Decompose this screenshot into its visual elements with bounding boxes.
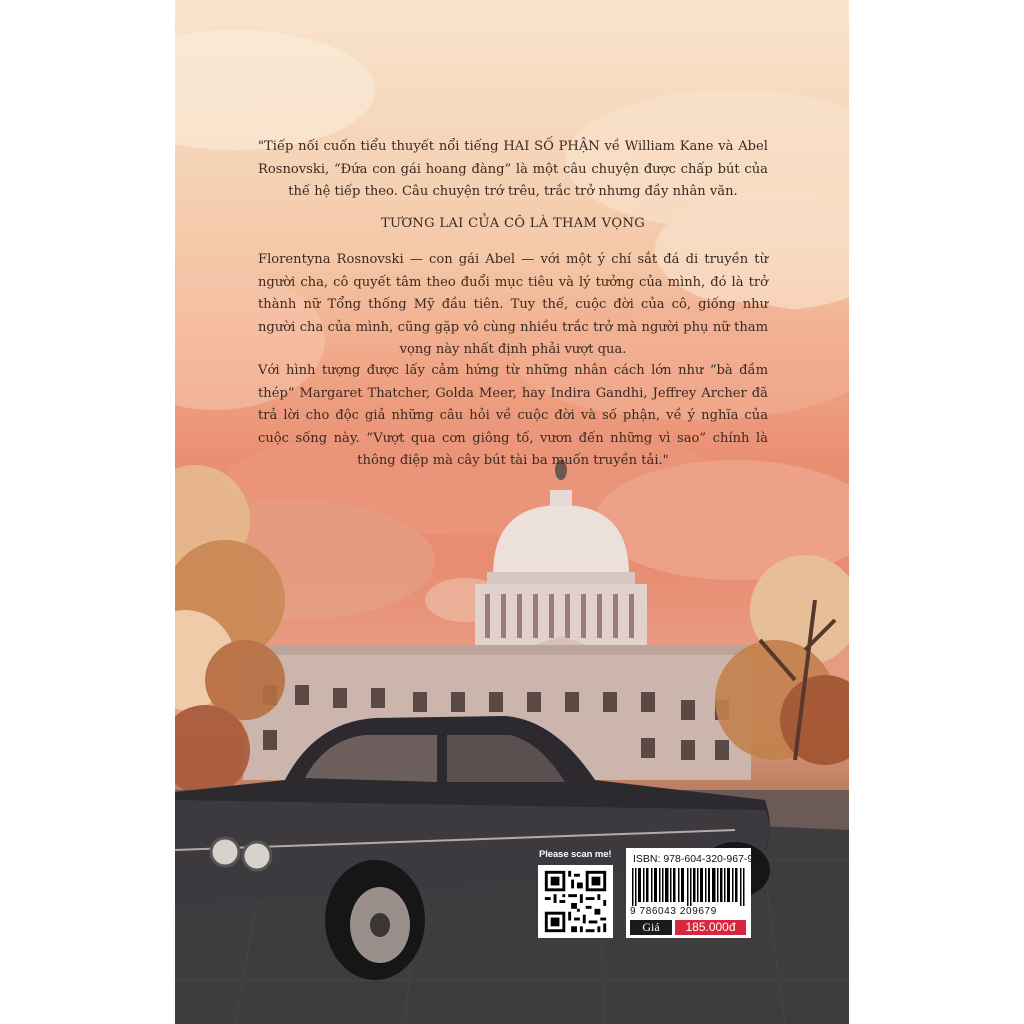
price-value: 185.000đ: [675, 920, 746, 935]
tree-right: [715, 555, 849, 765]
blurb-paragraph-1: "Tiếp nối cuốn tiểu thuyết nổi tiếng HAI SỐ PHẬN về William Kane và Abel Rosnovski, “Đứa con gái hoang đàng” là một câu chuyện được chấp bút của thế hệ tiếp theo. Câu chuyện trớ trêu, trắc trở nhưng đầy nhân văn.: [258, 139, 768, 199]
blurb-paragraph-3: Với hình tượng được lấy cảm hứng từ những nhân cách lớn như “bà đầm thép” Margaret Thatcher, Golda Meer, hay Indira Gandhi, Jeffrey Archer đã trả lời cho độc giả những câu hỏi về cuộc đời và số phận, về ý nghĩa của cuộc sống này. “Vượt qua cơn giông tố, vươn đến những vì sao” chính là thông điệp mà cây bút tài ba muốn truyền tải.": [258, 363, 768, 468]
isbn-number: ISBN: 978-604-320-967-9: [633, 853, 754, 865]
qr-label: Please scan me!: [539, 849, 612, 860]
qr-code[interactable]: [538, 865, 613, 938]
blurb-heading: TƯƠNG LAI CỦA CÔ LÀ THAM VỌNG: [381, 216, 645, 231]
barcode-icon: [632, 868, 746, 906]
qr-code-icon: [538, 865, 613, 938]
barcode-digits: 9 786043 209679: [630, 906, 717, 917]
price-label: Giá: [630, 920, 672, 935]
blurb-paragraph-2: Florentyna Rosnovski — con gái Abel — với một ý chí sắt đá di truyền từ người cha, cô quyết tâm theo đuổi mục tiêu và lý tưởng của mình, đó là trở thành nữ Tổng thống Mỹ đầu tiên. Tuy thế, cuộc đời của cô, giống như người cha của mình, cũng gặp vô cùng nhiều trắc trở mà người phụ nữ tham vọng này nhất định phải vượt qua.: [258, 252, 768, 357]
